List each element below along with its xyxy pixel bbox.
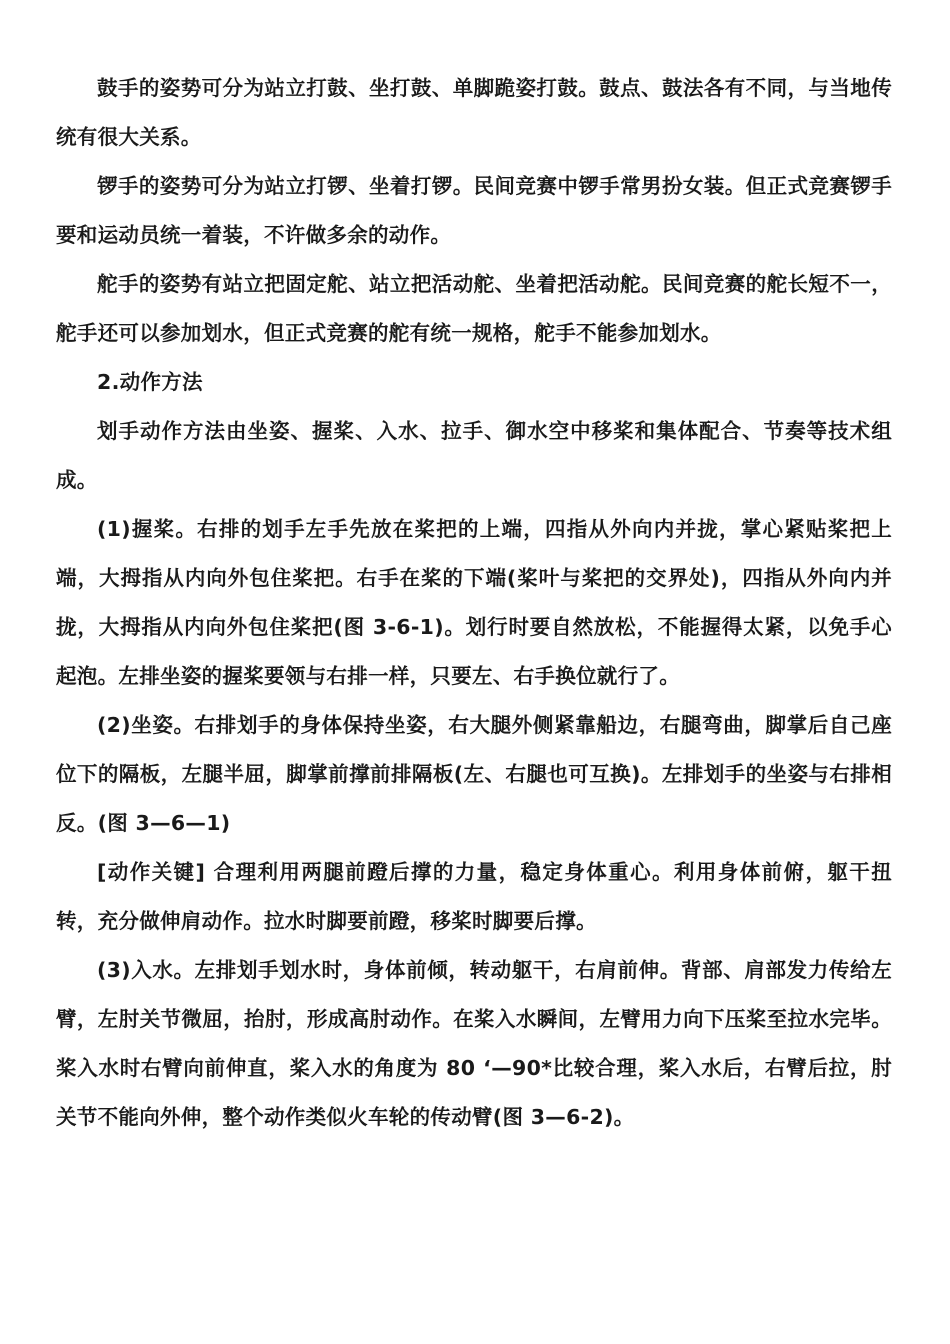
paragraph-sitting-posture: (2)坐姿。右排划手的身体保持坐姿，右大腿外侧紧靠船边，右腿弯曲，脚掌后自己座位下的隔板，左腿半屈，脚掌前撑前排隔板(左、右腿也可互换)。左排划手的坐姿与右排相反。(图 3—6—1) <box>56 713 892 835</box>
paragraph-paddler-technique: 划手动作方法由坐姿、握桨、入水、拉手、御水空中移桨和集体配合、节奏等技术组成。 <box>56 419 892 492</box>
section-heading-action-method: 2.动作方法 <box>97 370 203 394</box>
paragraph-grip: (1)握桨。右排的划手左手先放在桨把的上端，四指从外向内并拢，掌心紧贴桨把上端，大拇指从内向外包住桨把。右手在桨的下端(桨叶与桨把的交界处)，四指从外向内并拢，大拇指从内向外包住桨把(图 3-6-1)。划行时要自然放松，不能握得太紧，以免手心起泡。左排坐姿的握桨要领与右排一样，只要左、右手换位就行了。 <box>56 517 892 688</box>
paragraph-action-key: [动作关键] 合理利用两腿前蹬后撑的力量，稳定身体重心。利用身体前俯，躯干扭转，充分做伸肩动作。拉水时脚要前蹬，移桨时脚要后撑。 <box>56 860 892 933</box>
document-body <box>56 64 892 1142</box>
paragraph-helmsman-posture: 舵手的姿势有站立把固定舵、站立把活动舵、坐着把活动舵。民间竞赛的舵长短不一，舵手还可以参加划水，但正式竞赛的舵有统一规格，舵手不能参加划水。 <box>56 272 892 345</box>
paragraph-entry: (3)入水。左排划手划水时，身体前倾，转动躯干，右肩前伸。背部、肩部发力传给左臂，左肘关节微屈，抬肘，形成高肘动作。在桨入水瞬间，左臂用力向下压桨至拉水完毕。桨入水时右臂向前伸直，桨入水的角度为 80 ‘—90*比较合理，桨入水后，右臂后拉，肘关节不能向外伸，整个动作类似火车轮的传动臂(图 3—6-2)。 <box>56 958 892 1129</box>
paragraph-gong-player-posture: 锣手的姿势可分为站立打锣、坐着打锣。民间竞赛中锣手常男扮女装。但正式竞赛锣手要和运动员统一着装，不许做多余的动作。 <box>56 174 892 247</box>
paragraph-drummer-posture: 鼓手的姿势可分为站立打鼓、坐打鼓、单脚跪姿打鼓。鼓点、鼓法各有不同，与当地传统有很大关系。 <box>56 76 892 149</box>
